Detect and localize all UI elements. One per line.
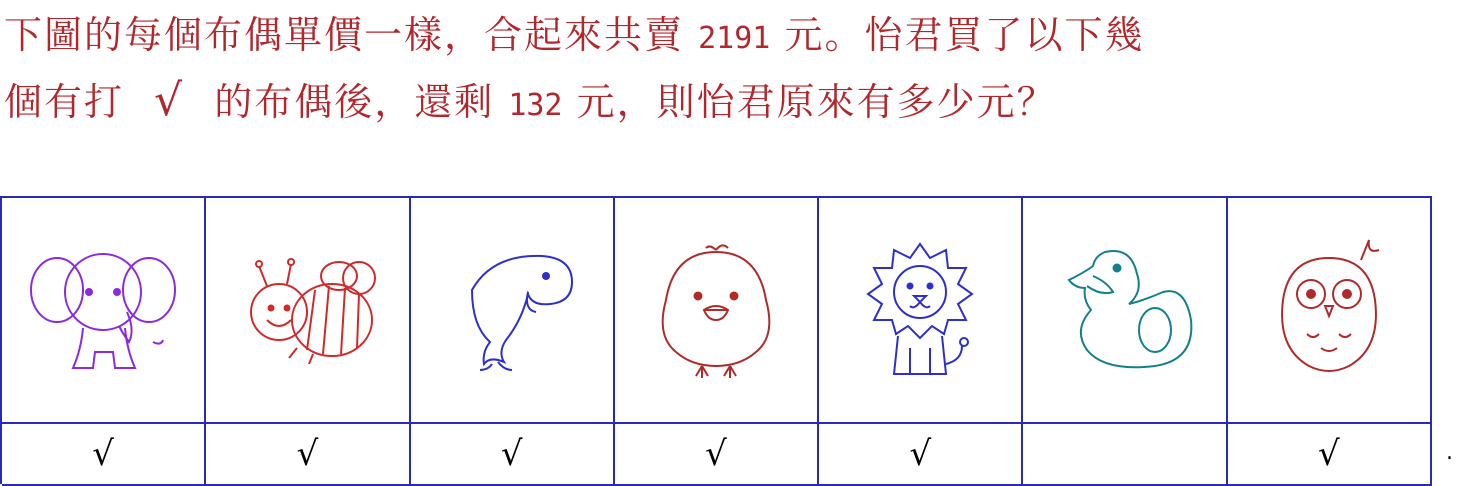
toy-cell-bee <box>206 198 410 424</box>
question-part-1b: 元。怡君買了以下幾 <box>784 13 1145 57</box>
question-text <box>4 2 1457 134</box>
question-line-2 <box>4 68 1457 134</box>
check-mark: √ <box>1318 434 1340 474</box>
remaining-amount: 132 <box>508 88 563 123</box>
check-mark: √ <box>296 434 319 474</box>
toy-table <box>0 196 1432 484</box>
check-cell-7 <box>1228 424 1432 486</box>
check-cell-1 <box>2 424 206 486</box>
toy-cell-lion <box>819 198 1023 424</box>
total-price: 2191 <box>698 21 771 56</box>
question-line-1 <box>4 2 1457 68</box>
check-cell-5 <box>819 424 1023 486</box>
check-symbol-inline: √ <box>154 75 185 126</box>
toy-cell-elephant <box>2 198 206 424</box>
check-cell-6 <box>1023 424 1227 486</box>
bee-icon <box>227 230 387 390</box>
question-part-1a: 下圖的每個布偶單價一樣，合起來共賣 <box>4 13 685 57</box>
question-part-2b: 的布偶後，還剩 <box>214 80 495 124</box>
check-mark: √ <box>909 434 932 474</box>
check-cell-4 <box>615 424 819 486</box>
toy-cell-owl <box>1228 198 1432 424</box>
check-mark: √ <box>705 434 727 474</box>
trailing-dot: . <box>1446 440 1453 465</box>
toy-cell-chick <box>615 198 819 424</box>
check-cell-3 <box>411 424 615 486</box>
question-part-2a: 個有打 <box>4 80 125 124</box>
lion-icon <box>840 230 1000 390</box>
toy-cell-duck <box>1023 198 1227 424</box>
elephant-icon <box>23 230 183 390</box>
duck-icon <box>1045 230 1205 390</box>
check-mark: √ <box>92 434 114 474</box>
chick-icon <box>636 230 796 390</box>
check-mark: √ <box>500 434 523 474</box>
toy-cell-whale <box>411 198 615 424</box>
owl-icon <box>1249 230 1409 390</box>
check-cell-2 <box>206 424 410 486</box>
whale-icon <box>432 230 592 390</box>
question-part-2c: 元，則怡君原來有多少元？ <box>576 80 1057 124</box>
